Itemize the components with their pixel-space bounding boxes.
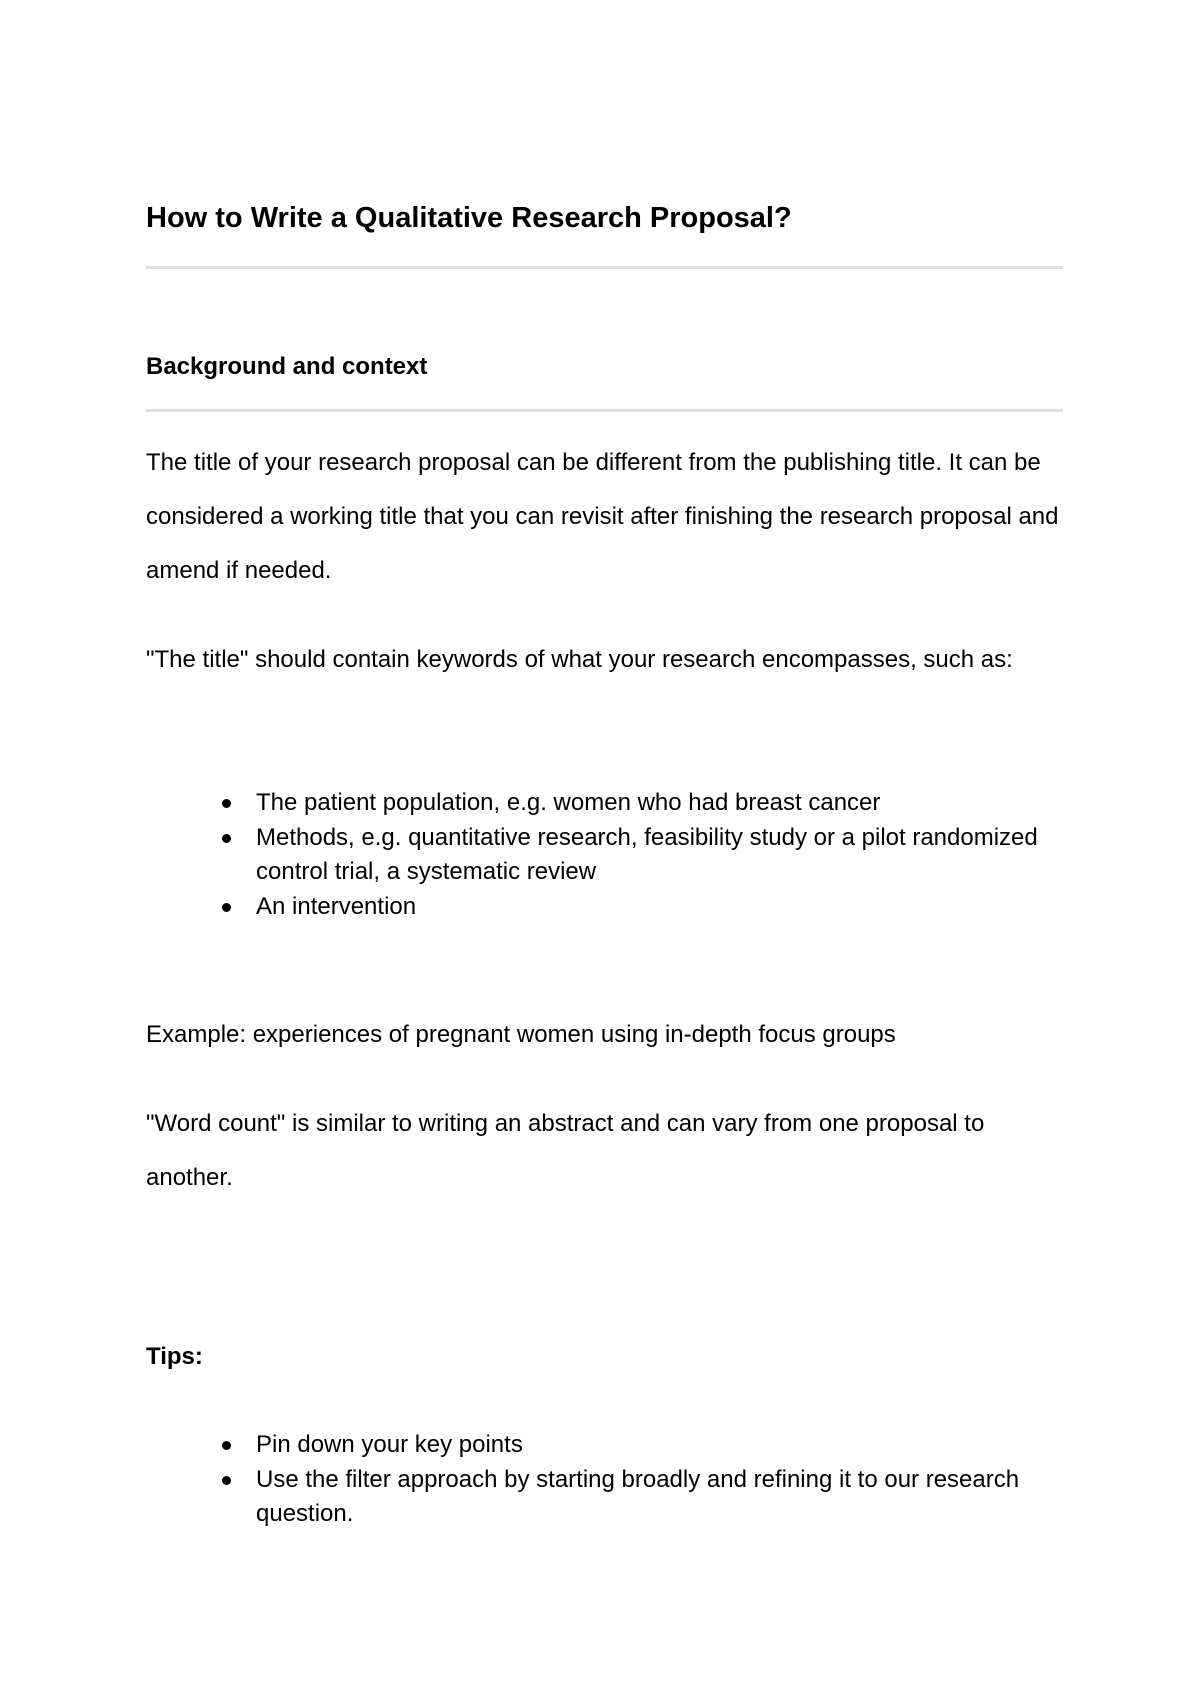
list-item (210, 821, 1060, 890)
list-item-text: Use the filter approach by starting broadly and refining it to our research question. (256, 1465, 1020, 1527)
bullet-icon (222, 1476, 231, 1485)
list-item (210, 890, 1060, 925)
bullet-icon (222, 903, 231, 912)
list-item (210, 786, 1060, 821)
bullet-icon (222, 799, 231, 808)
section-divider (146, 409, 1063, 412)
keywords-list (210, 786, 1060, 924)
document-title: How to Write a Qualitative Research Proposal? (146, 202, 792, 234)
paragraph-word-count: "Word count" is similar to writing an abstract and can vary from one proposal to another. (146, 1110, 985, 1191)
list-item (210, 1428, 1060, 1463)
bullet-icon (222, 834, 231, 843)
list-item-text: An intervention (256, 892, 417, 920)
paragraph-working-title: The title of your research proposal can be different from the publishing title. It can be considered a working title that you can revisit after finishing the research proposal and amend if needed. (146, 449, 1059, 584)
list-item-text: The patient population, e.g. women who had breast cancer (256, 789, 881, 816)
title-divider (146, 266, 1063, 269)
section-heading-background: Background and context (146, 353, 428, 380)
list-item-text: Pin down your key points (256, 1431, 523, 1458)
section-heading-tips: Tips: (146, 1343, 203, 1370)
bullet-icon (222, 1441, 231, 1450)
paragraph-example: Example: experiences of pregnant women using in-depth focus groups (146, 1021, 896, 1048)
paragraph-title-keywords: "The title" should contain keywords of what your research encompasses, such as: (146, 646, 1013, 673)
list-item (210, 1463, 1060, 1532)
list-item-text: Methods, e.g. quantitative research, feasibility study or a pilot randomized control trial, a systematic review (256, 823, 1038, 885)
tips-list (210, 1428, 1060, 1532)
